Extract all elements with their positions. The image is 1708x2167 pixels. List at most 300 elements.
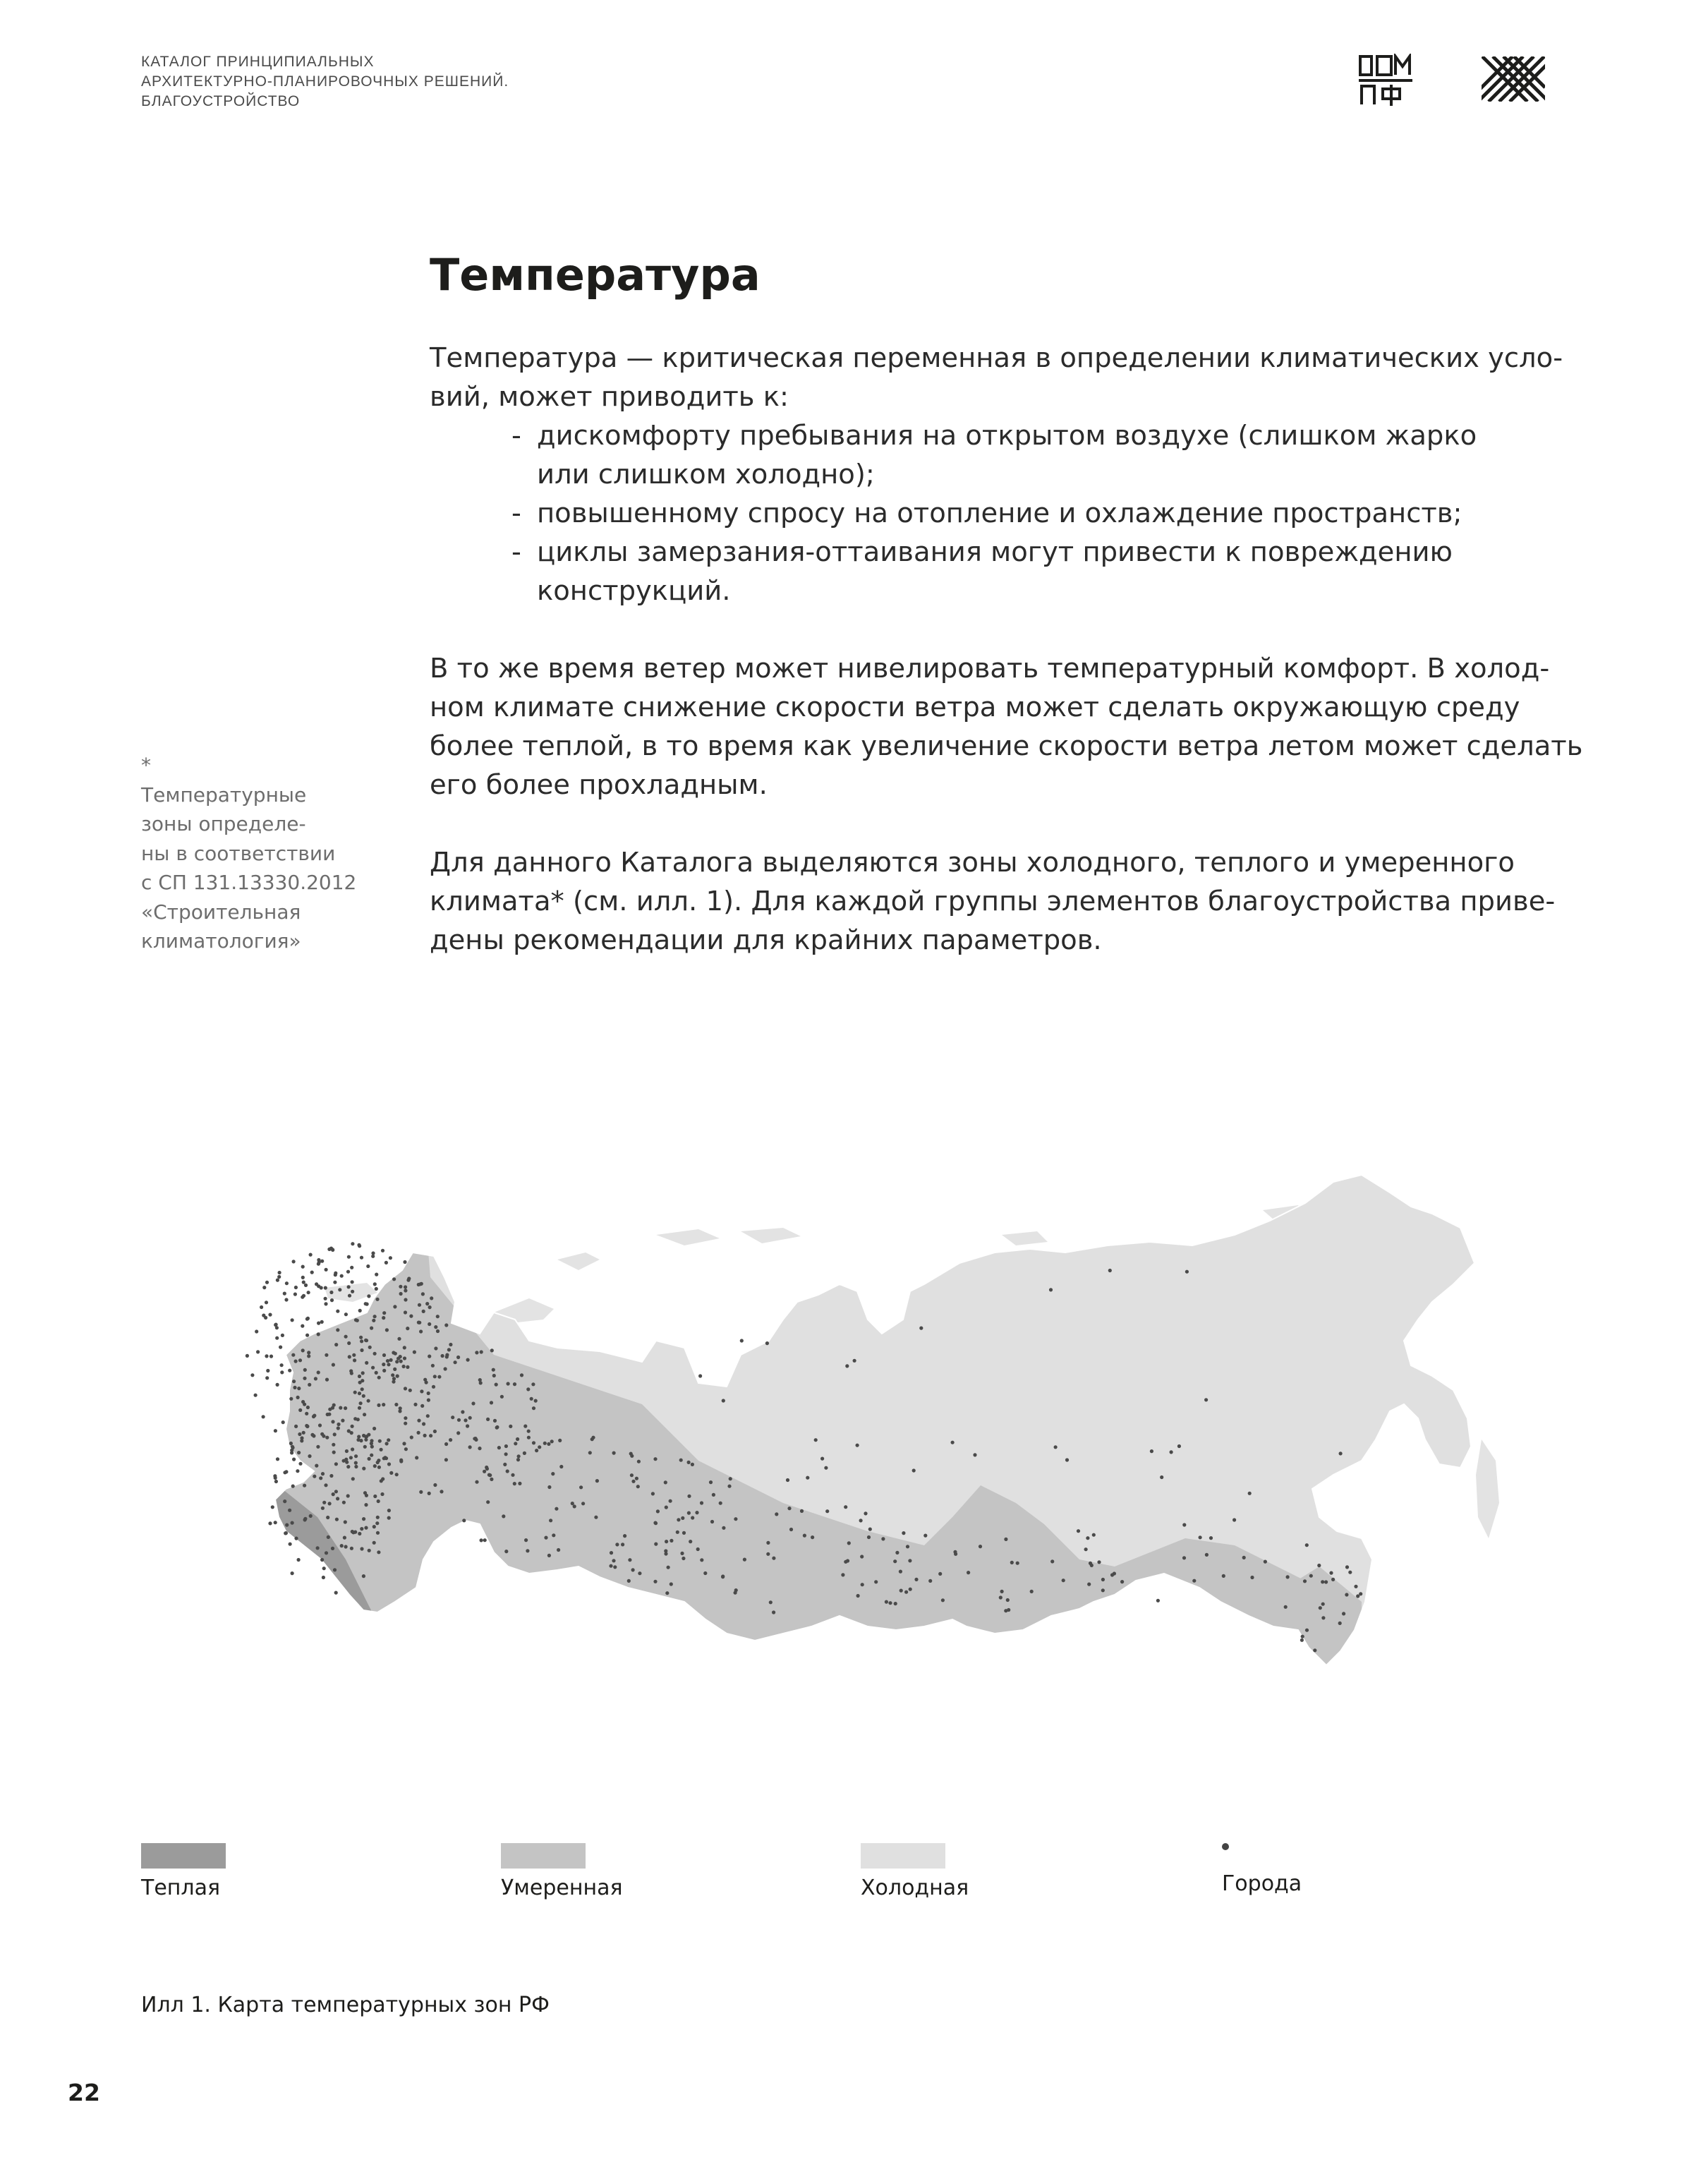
city-dot bbox=[255, 1329, 258, 1333]
city-dot bbox=[305, 1424, 308, 1427]
city-dot bbox=[370, 1327, 373, 1330]
city-dot bbox=[317, 1370, 320, 1374]
city-dot bbox=[433, 1430, 437, 1433]
city-dot bbox=[709, 1480, 713, 1484]
city-dot bbox=[486, 1500, 490, 1504]
city-dot bbox=[354, 1465, 358, 1468]
city-dot bbox=[305, 1334, 309, 1337]
city-dot bbox=[483, 1538, 487, 1542]
city-dot bbox=[350, 1266, 353, 1269]
city-dot bbox=[320, 1286, 323, 1289]
list-item bbox=[430, 416, 1558, 494]
city-dot bbox=[352, 1353, 356, 1357]
city-dot bbox=[800, 1509, 804, 1513]
city-dot bbox=[303, 1403, 306, 1406]
city-dot bbox=[729, 1477, 732, 1480]
city-dot bbox=[527, 1436, 531, 1439]
city-dot bbox=[389, 1358, 393, 1362]
city-dot bbox=[381, 1477, 384, 1480]
city-dot bbox=[480, 1350, 483, 1353]
city-dot bbox=[677, 1518, 680, 1521]
city-dot bbox=[524, 1538, 528, 1542]
city-dot bbox=[254, 1394, 258, 1397]
city-dot bbox=[527, 1430, 531, 1433]
city-dot bbox=[303, 1484, 306, 1487]
city-dot bbox=[387, 1516, 391, 1520]
city-dot bbox=[1222, 1574, 1225, 1578]
city-dot bbox=[381, 1249, 384, 1252]
city-dot bbox=[445, 1355, 449, 1358]
city-dot bbox=[495, 1426, 499, 1430]
city-dot bbox=[700, 1558, 703, 1562]
city-dot bbox=[367, 1399, 370, 1403]
city-dot bbox=[276, 1457, 279, 1461]
temperature-zone-map bbox=[162, 1108, 1566, 1828]
city-dot bbox=[372, 1319, 375, 1322]
city-dot bbox=[444, 1323, 448, 1327]
city-dot bbox=[312, 1434, 315, 1437]
city-dot bbox=[656, 1509, 660, 1513]
city-dot bbox=[635, 1477, 638, 1480]
city-dot bbox=[417, 1431, 420, 1435]
city-dot bbox=[653, 1580, 657, 1583]
city-dot bbox=[317, 1332, 320, 1336]
city-dot bbox=[547, 1485, 551, 1489]
city-dot bbox=[1101, 1578, 1105, 1581]
city-dot bbox=[1199, 1535, 1202, 1539]
city-dot bbox=[1016, 1562, 1019, 1565]
city-dot bbox=[740, 1339, 744, 1342]
city-dot bbox=[377, 1499, 380, 1503]
bullet-marker: - bbox=[511, 420, 521, 452]
city-dot bbox=[888, 1601, 892, 1605]
city-dot bbox=[1007, 1608, 1010, 1612]
city-dot bbox=[669, 1499, 672, 1503]
city-dot bbox=[1342, 1612, 1345, 1615]
city-dot bbox=[513, 1482, 516, 1485]
city-dot bbox=[377, 1404, 380, 1407]
city-dot bbox=[376, 1531, 380, 1535]
city-dot bbox=[360, 1256, 363, 1260]
city-dot bbox=[399, 1459, 403, 1463]
city-dot bbox=[304, 1284, 308, 1287]
city-dot bbox=[375, 1521, 379, 1525]
city-dot bbox=[326, 1516, 329, 1519]
city-dot bbox=[389, 1256, 392, 1260]
city-dot bbox=[1345, 1565, 1349, 1569]
figure-caption: Илл 1. Карта температурных зон РФ bbox=[141, 1993, 550, 2017]
city-dot bbox=[630, 1473, 634, 1477]
city-dot bbox=[298, 1358, 302, 1362]
city-dot bbox=[290, 1449, 293, 1452]
city-dot bbox=[367, 1294, 370, 1298]
city-dot bbox=[1086, 1536, 1089, 1540]
city-dot bbox=[375, 1287, 378, 1291]
city-dot bbox=[623, 1534, 626, 1538]
city-dot bbox=[394, 1403, 398, 1406]
city-dot bbox=[506, 1469, 509, 1473]
city-dot bbox=[265, 1376, 269, 1380]
text-line: конструкций. bbox=[537, 575, 731, 607]
city-dot bbox=[288, 1509, 291, 1512]
city-dot bbox=[339, 1406, 342, 1410]
city-dot bbox=[387, 1438, 390, 1442]
city-dot bbox=[293, 1293, 297, 1296]
city-dot bbox=[979, 1545, 982, 1548]
city-dot bbox=[1331, 1578, 1335, 1581]
city-dot bbox=[1232, 1518, 1236, 1521]
city-dot bbox=[676, 1531, 679, 1534]
city-dot bbox=[320, 1260, 324, 1263]
city-dot bbox=[289, 1397, 293, 1401]
city-dot bbox=[428, 1322, 431, 1326]
city-dot bbox=[721, 1574, 725, 1578]
city-dot bbox=[454, 1360, 457, 1364]
city-dot bbox=[268, 1521, 272, 1525]
city-dot bbox=[1321, 1602, 1325, 1606]
city-dot bbox=[279, 1346, 282, 1349]
city-dot bbox=[419, 1329, 423, 1333]
city-dot bbox=[362, 1574, 365, 1578]
city-dot bbox=[298, 1432, 301, 1436]
city-dot bbox=[392, 1351, 395, 1354]
city-dot bbox=[364, 1503, 368, 1507]
city-dot bbox=[904, 1590, 908, 1594]
intro-paragraph bbox=[430, 339, 1563, 416]
city-dot bbox=[415, 1456, 418, 1459]
city-dot bbox=[342, 1459, 346, 1463]
city-dot bbox=[399, 1406, 402, 1410]
hatched-pattern-logo-icon bbox=[1482, 56, 1545, 102]
city-dot bbox=[547, 1554, 551, 1557]
city-dot bbox=[856, 1594, 860, 1598]
city-dot bbox=[1248, 1492, 1252, 1495]
city-dot bbox=[1303, 1579, 1307, 1583]
city-dot bbox=[344, 1520, 347, 1523]
city-dot bbox=[504, 1444, 508, 1448]
city-dot bbox=[373, 1495, 377, 1498]
city-dot bbox=[370, 1454, 373, 1457]
city-dot bbox=[1065, 1458, 1069, 1461]
city-dot bbox=[359, 1336, 363, 1339]
city-dot bbox=[1054, 1445, 1058, 1449]
city-dot bbox=[396, 1375, 399, 1378]
city-dot bbox=[382, 1403, 385, 1406]
city-dot bbox=[276, 1383, 279, 1387]
city-dot bbox=[1338, 1622, 1342, 1625]
text-line: Температура — критическая переменная в определении климатических усло- bbox=[430, 342, 1563, 374]
city-dot bbox=[710, 1520, 714, 1523]
city-dot bbox=[1182, 1556, 1186, 1559]
city-dot bbox=[387, 1363, 390, 1366]
city-dot bbox=[908, 1559, 911, 1562]
city-dot bbox=[351, 1242, 354, 1245]
city-dot bbox=[1321, 1616, 1325, 1619]
city-dot bbox=[399, 1292, 403, 1296]
city-dot bbox=[425, 1381, 428, 1384]
city-dot bbox=[845, 1364, 849, 1368]
city-dot bbox=[358, 1309, 362, 1312]
city-dot bbox=[1120, 1580, 1124, 1583]
city-dot bbox=[285, 1281, 289, 1285]
city-dot bbox=[308, 1383, 311, 1387]
bullet-list bbox=[430, 416, 1558, 610]
city-dot bbox=[466, 1424, 469, 1427]
city-dot bbox=[250, 1373, 254, 1377]
city-dot bbox=[637, 1460, 641, 1463]
sidenote-line: с СП 131.13330.2012 bbox=[141, 871, 357, 894]
city-dot bbox=[309, 1253, 313, 1257]
city-dot bbox=[789, 1528, 793, 1531]
city-dot bbox=[348, 1355, 351, 1358]
city-dot bbox=[356, 1319, 359, 1322]
city-dot bbox=[629, 1452, 633, 1456]
sidenote-line: зоны определе- bbox=[141, 812, 306, 835]
city-dot bbox=[293, 1386, 296, 1389]
city-dot bbox=[431, 1364, 435, 1368]
city-dot bbox=[436, 1329, 440, 1333]
city-dot bbox=[291, 1318, 294, 1322]
city-dot bbox=[531, 1382, 535, 1386]
city-dot bbox=[346, 1270, 350, 1274]
city-dot bbox=[274, 1480, 278, 1483]
city-dot bbox=[679, 1459, 683, 1462]
city-dot bbox=[321, 1472, 325, 1475]
city-dot bbox=[403, 1356, 406, 1360]
city-dot bbox=[382, 1316, 385, 1320]
city-dot bbox=[856, 1444, 859, 1447]
city-dot bbox=[719, 1502, 722, 1505]
city-dot bbox=[392, 1377, 396, 1380]
city-dot bbox=[1185, 1270, 1189, 1274]
city-dot bbox=[951, 1441, 955, 1444]
legend-swatch-warm bbox=[141, 1843, 226, 1869]
city-dot bbox=[456, 1431, 460, 1435]
legend-moderate bbox=[501, 1843, 623, 1900]
city-dot bbox=[636, 1485, 640, 1488]
city-dot bbox=[483, 1470, 486, 1473]
city-dot bbox=[449, 1343, 452, 1346]
city-dot bbox=[698, 1374, 702, 1377]
city-dot bbox=[867, 1535, 871, 1539]
city-dot bbox=[504, 1550, 508, 1553]
city-dot bbox=[615, 1543, 619, 1546]
city-dot bbox=[294, 1360, 298, 1363]
city-dot bbox=[824, 1466, 828, 1470]
city-dot bbox=[551, 1472, 555, 1475]
city-dot bbox=[766, 1552, 770, 1556]
city-dot bbox=[502, 1514, 505, 1518]
city-dot bbox=[559, 1465, 563, 1468]
city-dot bbox=[588, 1451, 592, 1454]
city-dot bbox=[1177, 1444, 1181, 1448]
city-dot bbox=[468, 1445, 472, 1449]
city-dot bbox=[265, 1281, 269, 1284]
city-dot bbox=[336, 1497, 339, 1500]
sidenote-line: Температурные bbox=[141, 783, 307, 807]
city-dot bbox=[490, 1348, 494, 1352]
text-line: повышенному спросу на отопление и охлаждение пространств; bbox=[537, 497, 1462, 529]
city-dot bbox=[432, 1385, 435, 1389]
city-dot bbox=[377, 1550, 380, 1554]
city-dot bbox=[485, 1467, 489, 1471]
legend-swatch-cold bbox=[861, 1843, 945, 1869]
city-dot bbox=[404, 1310, 407, 1314]
zones-paragraph bbox=[430, 843, 1558, 960]
city-dot bbox=[283, 1499, 286, 1503]
city-dot bbox=[382, 1353, 386, 1357]
city-dot bbox=[1205, 1553, 1209, 1557]
city-dot bbox=[283, 1471, 286, 1474]
city-dot bbox=[1084, 1547, 1088, 1551]
city-dot bbox=[492, 1374, 496, 1377]
city-dot bbox=[422, 1310, 425, 1313]
city-dot bbox=[404, 1288, 407, 1292]
city-dot bbox=[664, 1549, 667, 1552]
city-dot bbox=[322, 1501, 326, 1504]
text-line: В то же время ветер может нивелировать температурный комфорт. В холод- bbox=[430, 653, 1550, 684]
city-dot bbox=[516, 1458, 520, 1461]
city-dot bbox=[514, 1442, 517, 1445]
city-dot bbox=[322, 1435, 325, 1438]
city-dot bbox=[687, 1495, 691, 1498]
city-dot bbox=[402, 1365, 406, 1368]
city-dot bbox=[256, 1350, 260, 1353]
sidenote-line: «Строительная bbox=[141, 900, 301, 924]
city-dot bbox=[297, 1387, 301, 1390]
city-dot bbox=[364, 1302, 368, 1305]
city-dot bbox=[651, 1492, 655, 1495]
city-dot bbox=[1329, 1571, 1333, 1575]
city-dot bbox=[457, 1418, 461, 1422]
city-dot bbox=[336, 1310, 339, 1313]
city-dot bbox=[357, 1435, 361, 1438]
city-dot bbox=[504, 1452, 508, 1456]
city-dot bbox=[280, 1370, 284, 1374]
city-dot bbox=[894, 1602, 897, 1605]
city-dot bbox=[462, 1519, 466, 1522]
city-dot bbox=[420, 1389, 423, 1393]
city-dot bbox=[847, 1541, 851, 1545]
city-dot bbox=[294, 1425, 298, 1428]
city-dot bbox=[380, 1492, 384, 1496]
city-dot bbox=[321, 1507, 325, 1510]
city-dot bbox=[343, 1536, 346, 1540]
city-dot bbox=[291, 1485, 295, 1488]
city-dot bbox=[406, 1365, 409, 1369]
city-dot bbox=[682, 1557, 685, 1560]
city-dot bbox=[914, 1578, 918, 1581]
city-dot bbox=[262, 1314, 265, 1317]
city-dot bbox=[444, 1442, 448, 1446]
city-dot bbox=[404, 1285, 407, 1288]
city-dot bbox=[1348, 1571, 1352, 1574]
city-dot bbox=[703, 1571, 707, 1575]
city-dot bbox=[654, 1521, 658, 1525]
city-dot bbox=[332, 1451, 336, 1454]
text-line: вий, может приводить к: bbox=[430, 381, 789, 413]
city-dot bbox=[691, 1516, 694, 1519]
city-dot bbox=[417, 1283, 420, 1286]
city-dot bbox=[1301, 1635, 1304, 1638]
city-dot bbox=[621, 1543, 624, 1546]
city-dot bbox=[1062, 1579, 1065, 1582]
list-item bbox=[430, 533, 1558, 610]
city-dot bbox=[337, 1423, 340, 1426]
wind-paragraph bbox=[430, 649, 1583, 804]
city-dot bbox=[769, 1600, 773, 1604]
city-dot bbox=[301, 1265, 305, 1269]
city-dot bbox=[309, 1514, 313, 1518]
city-dot bbox=[335, 1518, 339, 1521]
city-dot bbox=[861, 1583, 864, 1586]
city-dot bbox=[337, 1426, 340, 1430]
city-dot bbox=[356, 1418, 360, 1421]
city-dot bbox=[631, 1480, 635, 1483]
city-dot bbox=[338, 1288, 341, 1291]
city-dot bbox=[404, 1447, 408, 1451]
city-dot bbox=[681, 1516, 684, 1520]
city-dot bbox=[410, 1435, 413, 1439]
city-dot bbox=[549, 1519, 552, 1522]
city-dot bbox=[329, 1247, 333, 1250]
city-dot bbox=[291, 1353, 295, 1357]
city-dot bbox=[696, 1547, 700, 1551]
city-dot bbox=[895, 1551, 899, 1555]
city-dot bbox=[344, 1406, 347, 1410]
city-dot bbox=[775, 1512, 778, 1516]
city-dot bbox=[382, 1363, 385, 1366]
city-dot bbox=[558, 1439, 562, 1442]
city-dot bbox=[328, 1408, 332, 1411]
city-dot bbox=[1050, 1559, 1054, 1563]
city-dot bbox=[532, 1406, 535, 1410]
city-dot bbox=[316, 1445, 320, 1449]
list-item bbox=[430, 494, 1558, 533]
city-dot bbox=[428, 1355, 431, 1358]
city-dot bbox=[340, 1544, 344, 1547]
city-dot bbox=[307, 1351, 310, 1354]
city-dot bbox=[687, 1511, 691, 1515]
city-dot bbox=[518, 1482, 521, 1485]
city-dot bbox=[375, 1371, 378, 1375]
city-dot bbox=[363, 1445, 367, 1449]
city-dot bbox=[365, 1494, 368, 1497]
city-dot bbox=[475, 1351, 478, 1354]
city-dot bbox=[317, 1322, 320, 1325]
city-dot bbox=[402, 1442, 406, 1445]
city-dot bbox=[422, 1422, 425, 1425]
city-dot bbox=[428, 1305, 432, 1309]
city-dot bbox=[404, 1298, 407, 1301]
legend-label-cold: Холодная bbox=[861, 1876, 969, 1900]
city-dot bbox=[1182, 1523, 1186, 1526]
city-dot bbox=[517, 1454, 521, 1458]
city-dot bbox=[306, 1406, 310, 1409]
city-dot bbox=[627, 1579, 631, 1583]
city-dot bbox=[490, 1478, 493, 1481]
city-dot bbox=[451, 1416, 454, 1419]
city-dot bbox=[497, 1446, 501, 1449]
city-dot bbox=[547, 1442, 550, 1446]
city-dot bbox=[534, 1399, 538, 1403]
city-dot bbox=[370, 1445, 374, 1449]
city-dot bbox=[360, 1348, 363, 1352]
city-dot bbox=[404, 1422, 407, 1425]
city-dot bbox=[353, 1391, 357, 1394]
text-line: ном климате снижение скорости ветра может сделать окружающую среду bbox=[430, 692, 1520, 723]
city-dot bbox=[426, 1414, 430, 1418]
